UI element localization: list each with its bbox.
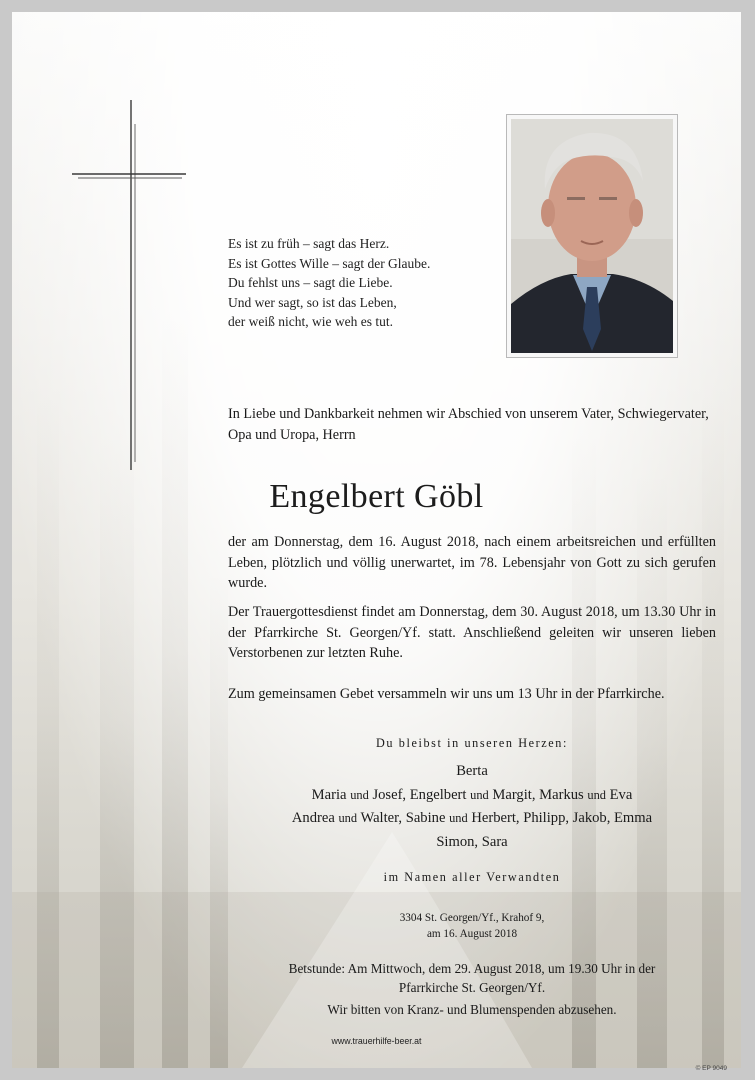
deceased-name: Engelbert Göbl: [269, 478, 484, 515]
hearts-heading: Du bleibst in unseren Herzen:: [376, 736, 568, 750]
date-line: am 16. August 2018: [426, 928, 518, 940]
family-line: [228, 807, 716, 831]
family-name: Margit, Markus: [492, 786, 584, 803]
funeral-service-paragraph: Der Trauergottesdienst findet am Donnerstag, dem 30. August 2018, um 13.30 Uhr in der Pfarrkirche St. Georgen/Yf. statt. Anschließend geleiten wir unseren lieben Verstorbenen zur letzten Ruhe.: [228, 604, 716, 661]
conjunction: und: [449, 811, 468, 825]
poem-line: der weiß nicht, wie weh es tut.: [228, 314, 393, 329]
family-name: Maria: [311, 786, 347, 803]
family-name: Walter, Sabine: [360, 810, 446, 826]
address-line: 3304 St. Georgen/Yf., Krahof 9,: [399, 912, 545, 924]
conjunction: und: [350, 787, 369, 802]
family-name: Josef, Engelbert: [372, 786, 467, 803]
website-link[interactable]: www.trauerhilfe-beer.at: [331, 1036, 422, 1046]
family-line: Simon, Sara: [436, 833, 508, 850]
family-name: Andrea: [291, 810, 335, 826]
prayer-hour-block: [228, 960, 716, 997]
address-block: [228, 910, 716, 942]
family-name: Eva: [609, 786, 633, 803]
on-behalf-line: im Namen aller Verwandten: [383, 870, 561, 884]
prayer-line: Betstunde: Am Mittwoch, dem 29. August 2018, um 19.30 Uhr in der: [288, 961, 656, 976]
prayer-gathering-paragraph: Zum gemeinsamen Gebet versammeln wir uns um 13 Uhr in der Pfarrkirche.: [228, 686, 665, 702]
conjunction: und: [470, 787, 489, 802]
conjunction: und: [587, 787, 606, 802]
print-code: © EP 9049: [695, 1065, 727, 1072]
family-list: [228, 760, 716, 854]
poem-line: Und wer sagt, so ist das Leben,: [228, 294, 397, 310]
portrait-frame: [506, 114, 678, 358]
family-name: Herbert, Philipp, Jakob, Emma: [471, 810, 653, 826]
wreath-note: Wir bitten von Kranz- und Blumenspenden abzusehen.: [327, 1002, 617, 1017]
poem-line: Du fehlst uns – sagt die Liebe.: [228, 275, 393, 290]
poem-line: Es ist zu früh – sagt das Herz.: [228, 236, 390, 251]
poem: [228, 234, 488, 332]
death-notice-paragraph: der am Donnerstag, dem 16. August 2018, nach einem arbeitsreichen und erfüllten Leben, plötzlich und völlig unerwartet, im 78. Lebensjahr von Gott zu sich gerufen wurde.: [228, 534, 716, 591]
family-line: [228, 784, 716, 808]
portrait-photo: [511, 119, 673, 353]
obituary-card: [12, 12, 741, 1072]
prayer-line: Pfarrkirche St. Georgen/Yf.: [398, 979, 546, 995]
intro-text: In Liebe und Dankbarkeit nehmen wir Abschied von unserem Vater, Schwiegervater, Opa und Uropa, Herrn: [228, 406, 709, 443]
family-line: Berta: [456, 763, 488, 779]
cross-icon: [72, 100, 186, 470]
conjunction: und: [338, 811, 358, 825]
poem-line: Es ist Gottes Wille – sagt der Glaube.: [228, 255, 431, 271]
